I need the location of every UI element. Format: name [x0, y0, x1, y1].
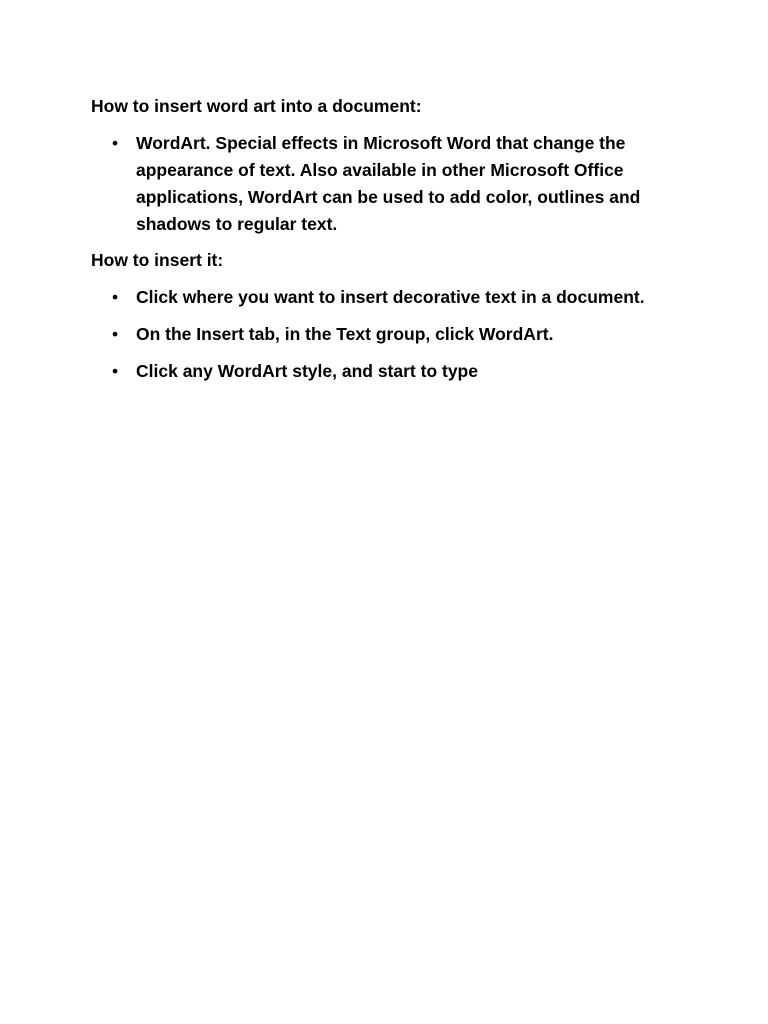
bullet-icon: •: [112, 361, 119, 381]
bullet-icon: •: [112, 324, 119, 344]
steps-list: [91, 284, 681, 385]
bullet-icon: •: [112, 287, 119, 307]
list-item: [91, 284, 681, 311]
list-item-text: Click where you want to insert decorative text in a document.: [136, 287, 645, 307]
list-item-text: WordArt. Special effects in Microsoft Word that change the appearance of text. Also available in other Microsoft Office applications, WordArt can be used to add color, outlines and shadows to regular text.: [136, 133, 641, 234]
document-body: [91, 93, 681, 385]
list-item: [91, 130, 681, 238]
definition-list: [91, 130, 681, 238]
list-item: [91, 358, 681, 385]
bullet-icon: •: [112, 133, 119, 153]
list-item-text: On the Insert tab, in the Text group, click WordArt.: [136, 324, 554, 344]
list-item: [91, 321, 681, 348]
section-heading: How to insert word art into a document:: [91, 96, 422, 116]
section-heading: How to insert it:: [91, 250, 224, 270]
list-item-text: Click any WordArt style, and start to type: [136, 361, 478, 381]
